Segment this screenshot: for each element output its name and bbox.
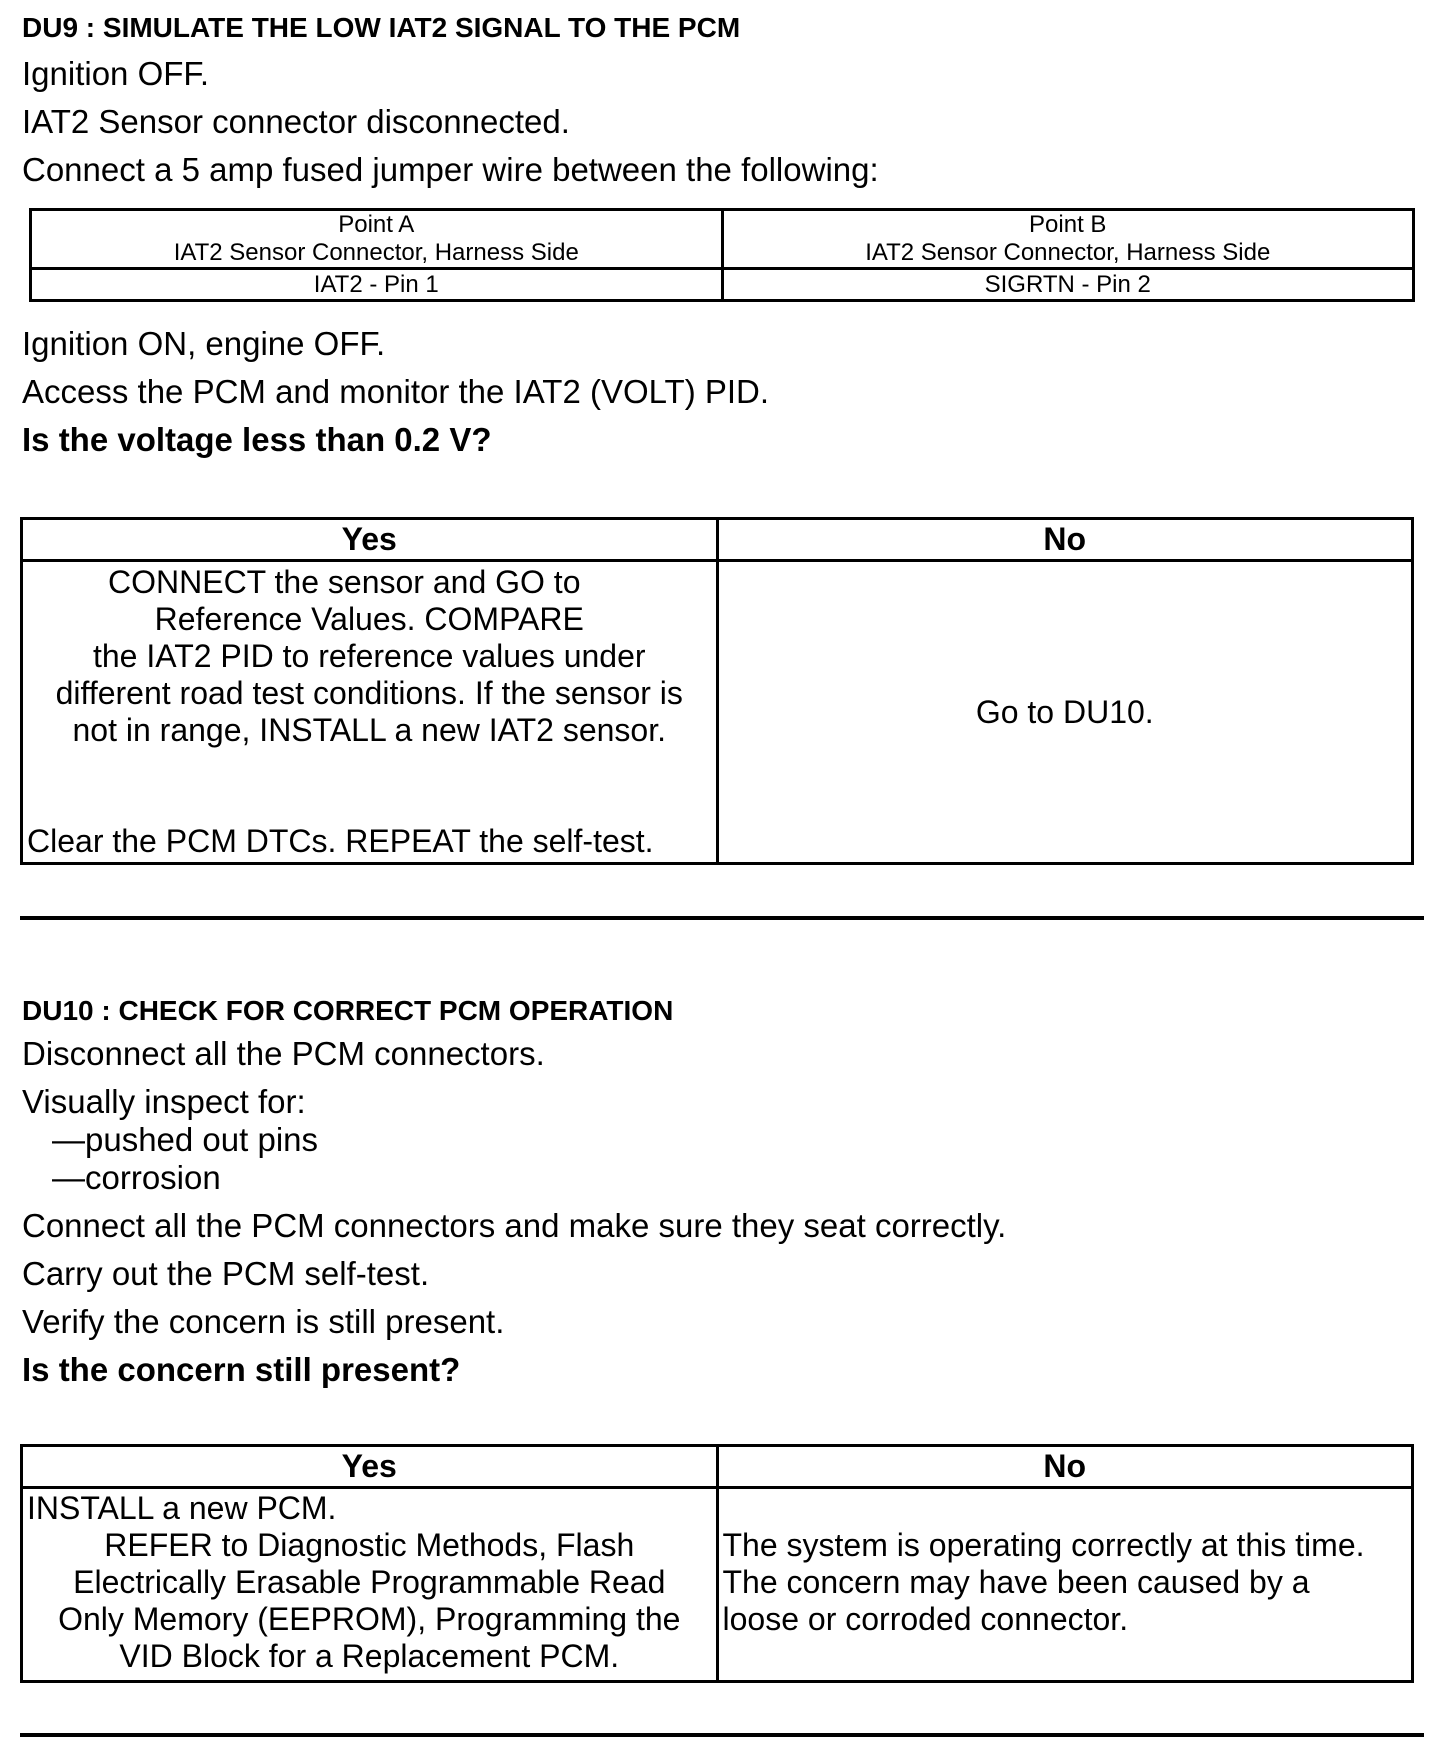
- du9-yes-line: not in range, INSTALL a new IAT2 sensor.: [72, 712, 666, 748]
- du10-yes-line: VID Block for a Replacement PCM.: [119, 1638, 620, 1674]
- du9-heading: DU9 : SIMULATE THE LOW IAT2 SIGNAL TO THE PCM: [22, 12, 741, 43]
- du10-step-disconnect: Disconnect all the PCM connectors.: [22, 1035, 545, 1072]
- du9-yes-line: the IAT2 PID to reference values under: [92, 638, 646, 674]
- du10-yes-line: Electrically Erasable Programmable Read: [73, 1564, 666, 1600]
- point-b-subtitle: IAT2 Sensor Connector, Harness Side: [865, 239, 1271, 266]
- du9-yes-line: different road test conditions. If the sensor is: [55, 675, 683, 711]
- du9-step-ignition-on: Ignition ON, engine OFF.: [22, 325, 386, 362]
- du9-no-header: No: [717, 519, 1413, 561]
- du10-question: Is the concern still present?: [22, 1351, 461, 1388]
- du10-inspect-item: —corrosion: [52, 1159, 221, 1196]
- du10-step-self-test: Carry out the PCM self-test.: [22, 1255, 430, 1292]
- section-divider: [20, 1733, 1424, 1737]
- du9-answer-table: [20, 517, 1414, 865]
- du10-inspect-item: —pushed out pins: [52, 1121, 319, 1158]
- du10-no-header: No: [717, 1446, 1413, 1488]
- point-a-header: [31, 210, 723, 269]
- du10-no-line: The system is operating correctly at this time.: [722, 1527, 1365, 1563]
- section-divider: [20, 916, 1424, 920]
- du10-yes-header: Yes: [22, 1446, 718, 1488]
- du9-connector-table: [29, 208, 1415, 302]
- point-a-pin: IAT2 - Pin 1: [31, 269, 723, 301]
- du10-step-inspect: Visually inspect for:: [22, 1083, 306, 1120]
- point-b-title: Point B: [1029, 211, 1107, 238]
- du10-yes-line: REFER to Diagnostic Methods, Flash: [104, 1527, 635, 1563]
- du9-yes-header: Yes: [22, 519, 718, 561]
- du10-no-line: The concern may have been caused by a: [722, 1564, 1310, 1600]
- du9-step-monitor-pid: Access the PCM and monitor the IAT2 (VOLT) PID.: [22, 373, 770, 410]
- point-a-title: Point A: [338, 211, 415, 238]
- du9-step-jumper: Connect a 5 amp fused jumper wire between the following:: [22, 151, 879, 188]
- du10-step-connect: Connect all the PCM connectors and make sure they seat correctly.: [22, 1207, 1007, 1244]
- du10-no-cell: [717, 1488, 1413, 1682]
- du10-yes-line: INSTALL a new PCM.: [27, 1490, 337, 1526]
- du9-yes-footer: Clear the PCM DTCs. REPEAT the self-test.: [27, 823, 654, 859]
- du9-step-disconnect: IAT2 Sensor connector disconnected.: [22, 103, 570, 140]
- du9-yes-cell: [22, 561, 718, 864]
- du10-step-verify: Verify the concern is still present.: [22, 1303, 505, 1340]
- du10-answer-table: [20, 1444, 1414, 1683]
- du10-yes-line: Only Memory (EEPROM), Programming the: [58, 1601, 681, 1637]
- du9-question: Is the voltage less than 0.2 V?: [22, 421, 492, 458]
- du9-step-ignition-off: Ignition OFF.: [22, 55, 210, 92]
- point-a-subtitle: IAT2 Sensor Connector, Harness Side: [173, 239, 579, 266]
- du9-yes-line: CONNECT the sensor and GO to: [108, 564, 581, 600]
- du10-no-line: loose or corroded connector.: [722, 1601, 1129, 1637]
- point-b-pin: SIGRTN - Pin 2: [722, 269, 1414, 301]
- point-b-header: [722, 210, 1414, 269]
- du9-yes-line: Reference Values. COMPARE: [154, 601, 584, 637]
- du10-heading: DU10 : CHECK FOR CORRECT PCM OPERATION: [22, 995, 674, 1026]
- du9-no-cell: [717, 561, 1413, 864]
- du10-yes-cell: [22, 1488, 718, 1682]
- du9-no-text: Go to DU10.: [975, 693, 1154, 730]
